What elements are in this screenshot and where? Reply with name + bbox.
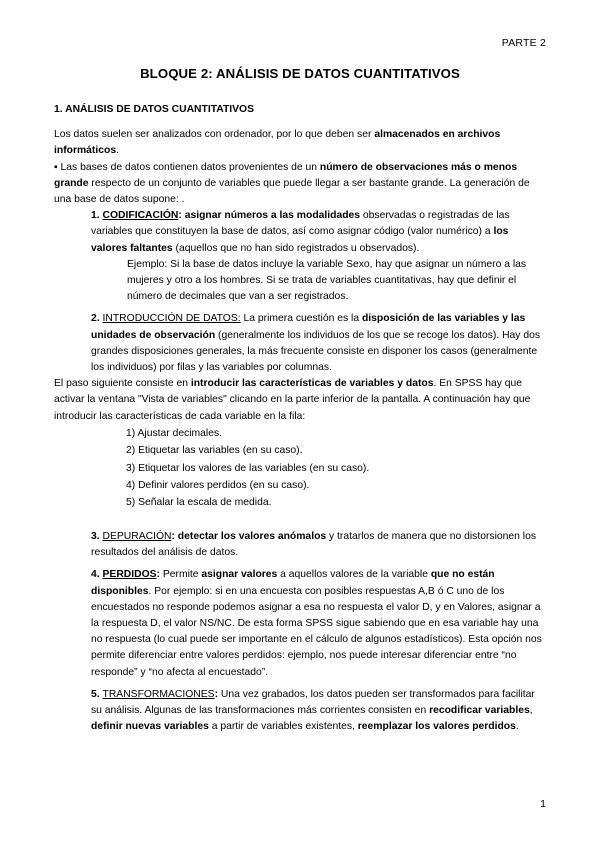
page-number: 1 [540, 798, 546, 810]
item-introduccion-datos: 2. INTRODUCCIÓN DE DATOS: La primera cuestión es la disposición de las variables y las unidades de observación (generalmente los individuos de los que se recoge los datos). Hay dos grandes disposiciones generales, la más frecuente consiste en disponer los casos (generalmente los individuos) por filas y las variables por columnas. [91, 313, 541, 374]
list-item: 3) Etiquetar los valores de las variables (en su caso). [126, 462, 370, 474]
page-title: BLOQUE 2: ANÁLISIS DE DATOS CUANTITATIVOS [140, 66, 460, 81]
list-item: 2) Etiquetar las variables (en su caso). [126, 445, 303, 457]
section-heading: 1. ANÁLISIS DE DATOS CUANTITATIVOS [54, 104, 254, 115]
list-item: 5) Señalar la escala de medida. [126, 497, 272, 509]
item-depuracion: 3. DEPURACIÓN: detectar los valores anómalos y tratarlos de manera que no distorsionen los resultados del análisis de datos. [91, 530, 537, 559]
codificacion-example: Ejemplo: Si la base de datos incluye la variable Sexo, hay que asignar un número a las mujeres y otro a los hombres. Si se trata de variables cuantitativas, hay que definir el número de decimales que van a ser registrados. [127, 258, 527, 303]
list-item: 1) Ajustar decimales. [126, 427, 223, 439]
item-perdidos: 4. PERDIDOS: Permite asignar valores a aquellos valores de la variable que no están disponibles. Por ejemplo: si en una encuesta con posibles respuestas A,B ó C uno de los encuestados no responde podemos asignar a esa no respuesta el valor D, y en Valores, asignar a la respuesta D, el valor NS/NC. De esta forma SPSS sigue sabiendo que en esa variable hay una no respuesta (lo cual puede ser importante en el cálculo de algunos estadísticos). Esta opción nos permite diferenciar entre valores perdidos: ejemplo, nos puede interesar diferenciar entre “no responde” y “no afecta al encuestado”. [91, 569, 542, 678]
list-item: 4) Definir valores perdidos (en su caso). [126, 480, 310, 492]
variable-characteristics-list [54, 425, 546, 512]
header-part-label: PARTE 2 [501, 37, 546, 49]
bullet-paragraph: ▪ Las bases de datos contienen datos provenientes de un número de observaciones más o menos grande respecto de un conjunto de variables que puede llegar a ser bastante grande. La generación de una base de datos supone: . [54, 161, 530, 206]
item-codificacion: 1. CODIFICACIÓN: asignar números a las modalidades observadas o registradas de las variables que constituyen la base de datos, así como asignar código (valor numérico) a los valores faltantes (aquellos que no han sido registrados u observados). [91, 210, 510, 254]
item-transformaciones: 5. TRANSFORMACIONES: Una vez grabados, los datos pueden ser transformados para facilitar su análisis. Algunas de las transformaciones más corrientes consisten en recodificar variables, definir nuevas variables a partir de variables existentes, reemplazar los valores perdidos. [91, 688, 535, 733]
introduccion-next-step: El paso siguiente consiste en introducir las características de variables y datos. En SPSS hay que activar la ventana "Vista de variables" clicando en la parte inferior de la pantalla. A continuación hay que introducir las características de cada variable en la fila: [54, 378, 531, 422]
document-body [54, 102, 546, 735]
intro-paragraph: Los datos suelen ser analizados con ordenador, por lo que deben ser almacenados en archivos informáticos. [54, 129, 501, 157]
